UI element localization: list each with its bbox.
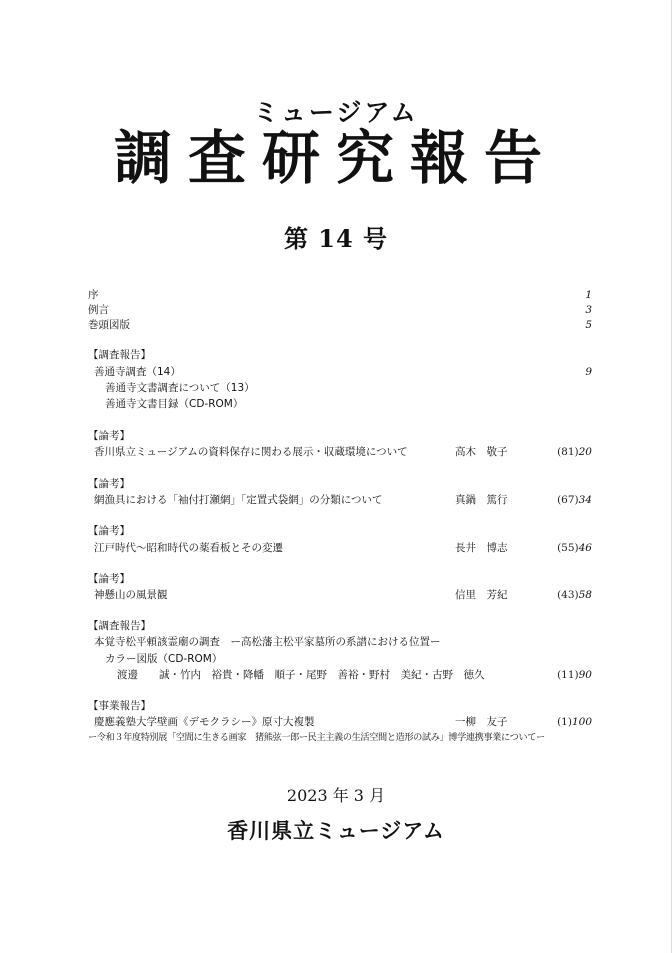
section-heading: 【調査報告】 bbox=[88, 620, 151, 632]
section-heading: 【事業報告】 bbox=[88, 700, 151, 712]
toc-note: ー令和３年度特別展「空間に生きる画家 猪熊弦一郎ー民主主義の生活空間と造形の試み」博学連携事業についてー bbox=[88, 732, 545, 743]
toc-item-subtitle: カラー図版（CD-ROM） bbox=[105, 653, 223, 665]
section-heading: 【論考】 bbox=[88, 525, 130, 537]
toc-page-number: 46 bbox=[578, 542, 592, 554]
toc-item-kantou: 巻頭図版 bbox=[88, 319, 130, 331]
toc-page bbox=[557, 445, 592, 459]
toc-page-number: 100 bbox=[571, 716, 592, 728]
toc-page-reigen: 3 bbox=[585, 304, 592, 316]
toc-ref: (67) bbox=[557, 494, 579, 506]
toc-item-reigen: 例言 bbox=[88, 304, 109, 316]
toc-item-title: 善通寺文書目録（CD-ROM） bbox=[105, 398, 244, 410]
toc-item-title: 網漁具における「袖付打瀬網」「定置式袋網」の分類について bbox=[94, 494, 383, 506]
section-heading: 【論考】 bbox=[88, 430, 130, 442]
toc-page-jo: 1 bbox=[585, 289, 592, 301]
section-heading: 【調査報告】 bbox=[88, 349, 151, 361]
toc-item-title: 神懸山の風景観 bbox=[94, 589, 168, 601]
toc-authors: 渡邊 誠・竹内 裕貴・降幡 順子・尾野 善裕・野村 美紀・古野 徳久 bbox=[117, 669, 485, 681]
section-heading: 【論考】 bbox=[88, 478, 130, 490]
toc-page-number: 20 bbox=[578, 446, 592, 458]
toc-author: 高木 敬子 bbox=[455, 446, 508, 458]
toc-page bbox=[557, 668, 592, 682]
toc-page-number: 90 bbox=[578, 669, 592, 681]
toc-page: 9 bbox=[585, 366, 592, 378]
toc-item-title: 慶應義塾大学壁画《デモクラシー》原寸大複製 bbox=[94, 716, 315, 728]
toc-item-title: 善通寺文書調査について（13） bbox=[105, 382, 255, 394]
toc-author: 真鍋 篤行 bbox=[455, 494, 508, 506]
toc-ref: (11) bbox=[557, 669, 579, 681]
publisher-name: 香川県立ミュージアム bbox=[227, 818, 445, 843]
toc-item-title: 江戸時代～昭和時代の薬看板とその変遷 bbox=[94, 542, 283, 554]
toc-page bbox=[557, 715, 592, 729]
series-title: ミュージアム bbox=[253, 98, 419, 127]
section-heading: 【論考】 bbox=[88, 573, 130, 585]
toc-ref: (43) bbox=[557, 589, 579, 601]
toc-page-kantou: 5 bbox=[585, 319, 592, 331]
toc-item-title: 香川県立ミュージアムの資料保存に関わる展示・収蔵環境について bbox=[94, 446, 408, 458]
toc-ref: (1) bbox=[557, 716, 572, 728]
toc-page bbox=[557, 493, 592, 507]
toc-item-title: 本覚寺松平頼該霊廟の調査 ー高松藩主松平家墓所の系譜における位置ー bbox=[94, 636, 441, 648]
publication-date: 2023 年 3 月 bbox=[286, 786, 386, 805]
toc-page-number: 34 bbox=[578, 494, 592, 506]
toc-item-jo: 序 bbox=[88, 289, 99, 301]
toc-ref: (55) bbox=[557, 542, 579, 554]
toc-page-number: 58 bbox=[578, 589, 592, 601]
toc-author: 長井 博志 bbox=[455, 542, 508, 554]
toc-item-title: 善通寺調査（14） bbox=[94, 366, 181, 378]
toc-ref: (81) bbox=[557, 446, 579, 458]
toc-author: 一柳 友子 bbox=[455, 716, 508, 728]
issue-number: 第 14 号 bbox=[283, 224, 389, 253]
toc-page bbox=[557, 588, 592, 602]
toc-page bbox=[557, 541, 592, 555]
toc-author: 信里 芳紀 bbox=[455, 589, 508, 601]
report-title: 調査研究報告 bbox=[113, 124, 558, 192]
